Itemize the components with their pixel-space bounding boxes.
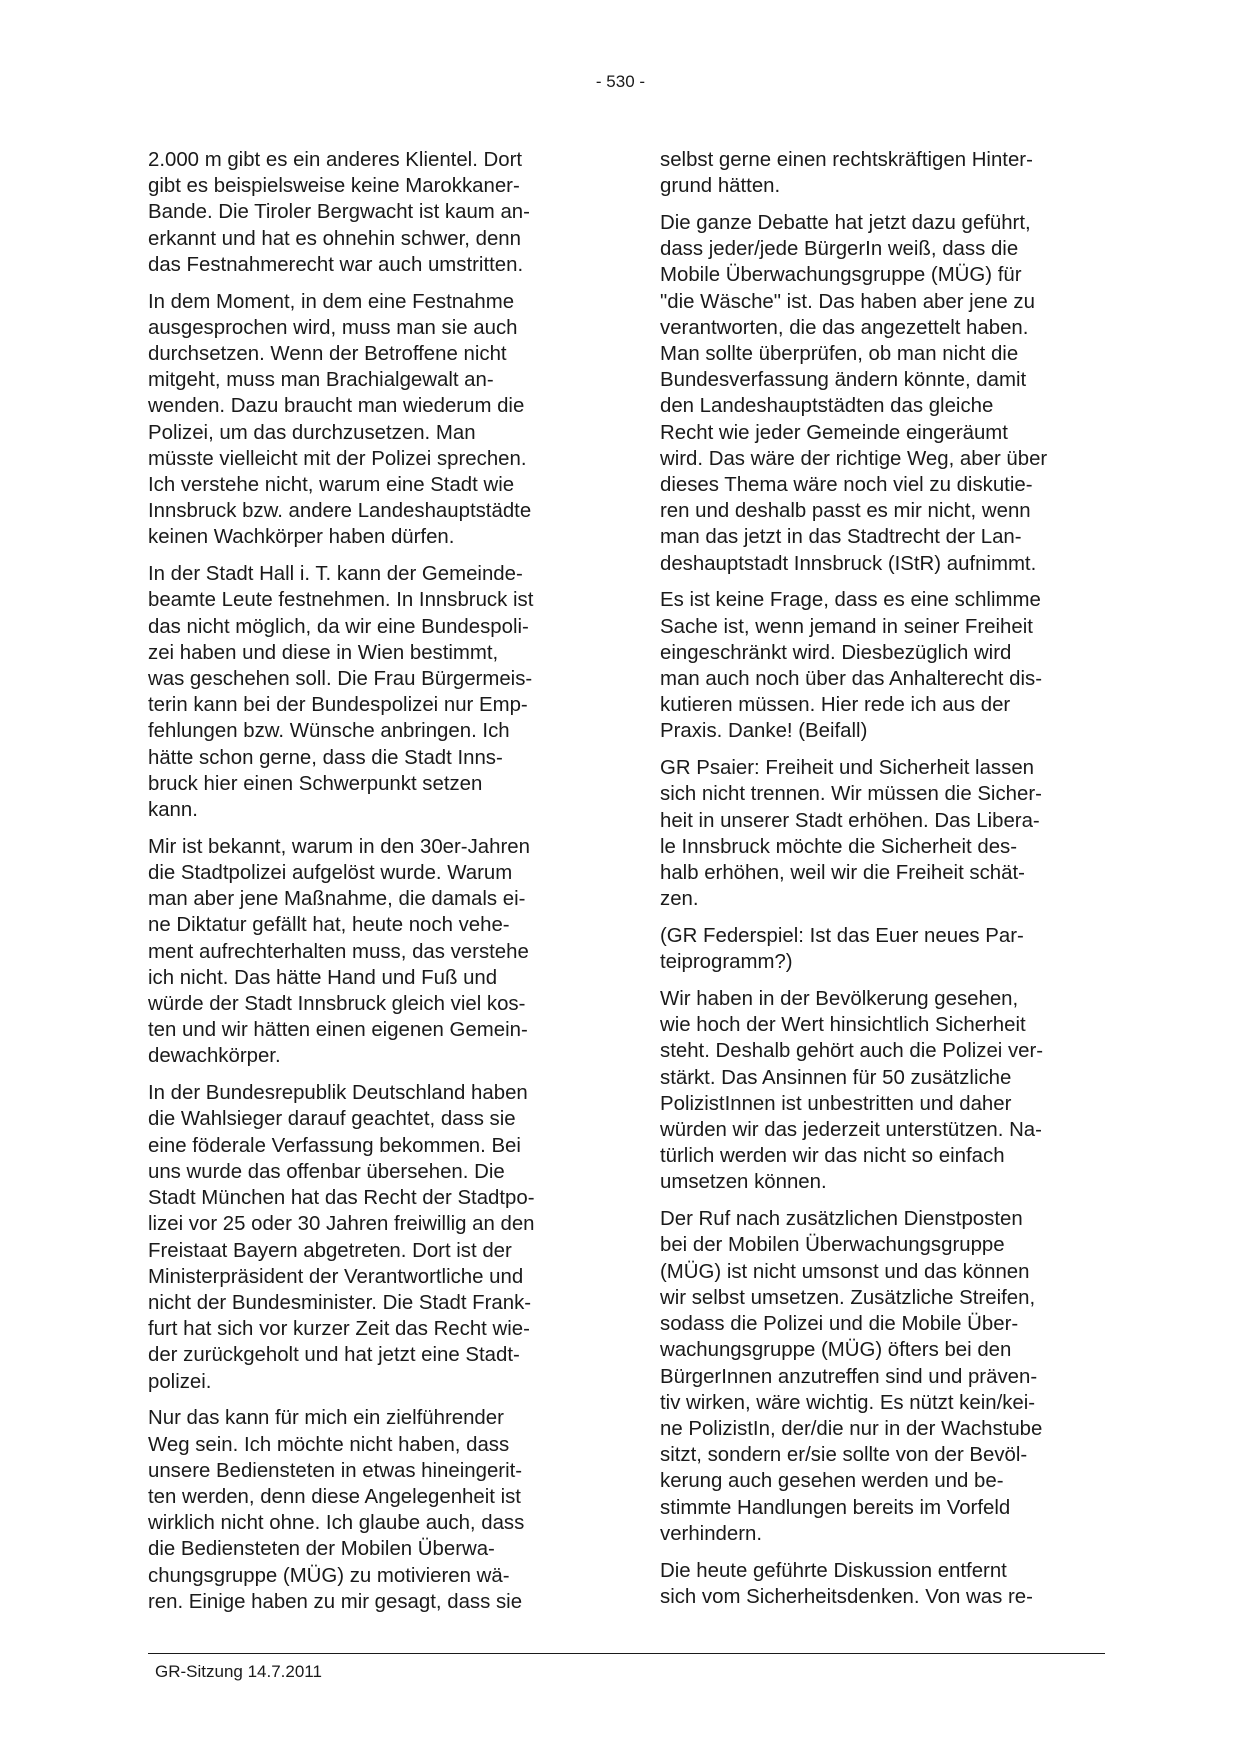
text-line: (GR Federspiel: Ist das Euer neues Par- (660, 925, 1024, 948)
text-line: BürgerInnen anzutreffen sind und präven- (660, 1365, 1038, 1388)
text-line: polizei. (148, 1370, 212, 1393)
text-line: unsere Bediensteten in etwas hineingerit- (148, 1459, 523, 1482)
text-line: man auch noch über das Anhalterecht dis- (660, 668, 1042, 691)
paragraph (148, 147, 608, 278)
text-line: teiprogramm?) (660, 951, 793, 974)
text-line: bruck hier einen Schwerpunkt setzen (148, 772, 483, 795)
text-line: (MÜG) ist nicht umsonst und das können (660, 1260, 1030, 1283)
text-line: In der Bundesrepublik Deutschland haben (148, 1082, 528, 1105)
text-line: Nur das kann für mich ein zielführender (148, 1407, 504, 1430)
text-line: würde der Stadt Innsbruck gleich viel kos- (148, 993, 526, 1016)
text-line: türlich werden wir das nicht so einfach (660, 1145, 1005, 1168)
text-line: uns wurde das offenbar übersehen. Die (148, 1160, 505, 1183)
text-line: sitzt, sondern er/sie sollte von der Bevöl- (660, 1444, 1028, 1467)
text-line: zei haben und diese in Wien bestimmt, (148, 641, 499, 664)
text-line: ren. Einige haben zu mir gesagt, dass sie (148, 1590, 523, 1613)
text-line: Mobile Überwachungsgruppe (MÜG) für (660, 264, 1022, 287)
text-line: wie hoch der Wert hinsichtlich Sicherheit (660, 1014, 1026, 1037)
text-line: deshauptstadt Innsbruck (IStR) aufnimmt. (660, 552, 1037, 575)
text-line: sich nicht trennen. Wir müssen die Sicher- (660, 783, 1042, 806)
text-line: furt hat sich vor kurzer Zeit das Recht wie- (148, 1318, 530, 1341)
text-line: Innsbruck bzw. andere Landeshauptstädte (148, 500, 532, 523)
text-line: kann. (148, 799, 198, 822)
right-text-column (660, 147, 1120, 1621)
text-line: wir selbst umsetzen. Zusätzliche Streifen, (660, 1286, 1036, 1309)
text-line: umsetzen können. (660, 1171, 827, 1194)
text-line: chungsgruppe (MÜG) zu motivieren wä- (148, 1564, 510, 1587)
paragraph (660, 1206, 1120, 1547)
text-line: nicht der Bundesminister. Die Stadt Frank- (148, 1291, 532, 1314)
text-line: man aber jene Maßnahme, die damals ei- (148, 888, 526, 911)
text-line: die Stadtpolizei aufgelöst wurde. Warum (148, 862, 513, 885)
paragraph (148, 561, 608, 823)
text-line: die Bediensteten der Mobilen Überwa- (148, 1538, 495, 1561)
text-line: GR Psaier: Freiheit und Sicherheit lassen (660, 757, 1035, 780)
text-line: Man sollte überprüfen, ob man nicht die (660, 343, 1019, 366)
text-line: das Festnahmerecht war auch umstritten. (148, 253, 524, 276)
text-line: kerung auch gesehen werden und be- (660, 1470, 1004, 1493)
text-line: steht. Deshalb gehört auch die Polizei ver- (660, 1040, 1044, 1063)
text-line: gibt es beispielsweise keine Marokkaner- (148, 175, 520, 198)
text-line: le Innsbruck möchte die Sicherheit des- (660, 835, 1018, 858)
text-line: heit in unserer Stadt erhöhen. Das Libera- (660, 809, 1040, 832)
paragraph (660, 210, 1120, 577)
text-line: ten und wir hätten einen eigenen Gemein- (148, 1019, 528, 1042)
footer-divider (148, 1653, 1105, 1654)
text-line: ment aufrechterhalten muss, das verstehe (148, 940, 529, 963)
text-line: In dem Moment, in dem eine Festnahme (148, 290, 515, 313)
text-line: würden wir das jederzeit unterstützen. Na- (660, 1119, 1042, 1142)
text-line: sich vom Sicherheitsdenken. Von was re- (660, 1585, 1033, 1608)
text-line: lizei vor 25 oder 30 Jahren freiwillig an den (148, 1213, 535, 1236)
text-line: halb erhöhen, weil wir die Freiheit schät- (660, 862, 1025, 885)
text-line: stärkt. Das Ansinnen für 50 zusätzliche (660, 1066, 1012, 1089)
text-line: terin kann bei der Bundespolizei nur Emp- (148, 694, 528, 717)
left-text-column (148, 147, 608, 1626)
paragraph (660, 587, 1120, 744)
footer-session-date: GR-Sitzung 14.7.2011 (155, 1662, 322, 1681)
paragraph (148, 289, 608, 551)
text-line: hätte schon gerne, dass die Stadt Inns- (148, 746, 503, 769)
text-line: dieses Thema wäre noch viel zu diskutie- (660, 474, 1033, 497)
text-line: Bundesverfassung ändern könnte, damit (660, 369, 1027, 392)
text-line: selbst gerne einen rechtskräftigen Hinter- (660, 149, 1033, 171)
text-line: PolizistInnen ist unbestritten und daher (660, 1092, 1012, 1115)
text-line: verhindern. (660, 1522, 763, 1545)
text-line: Stadt München hat das Recht der Stadtpo- (148, 1187, 535, 1210)
text-line: wachungsgruppe (MÜG) öfters bei den (660, 1339, 1012, 1362)
text-line: müsste vielleicht mit der Polizei sprechen. (148, 447, 527, 470)
text-line: kutieren müssen. Hier rede ich aus der (660, 694, 1011, 717)
text-line: Bande. Die Tiroler Bergwacht ist kaum an- (148, 201, 530, 224)
text-line: ren und deshalb passt es mir nicht, wenn (660, 500, 1031, 523)
text-line: Freistaat Bayern abgetreten. Dort ist der (148, 1239, 512, 1262)
paragraph (660, 986, 1120, 1196)
text-line: was geschehen soll. Die Frau Bürgermeis- (148, 668, 533, 691)
text-line: dass jeder/jede BürgerIn weiß, dass die (660, 238, 1019, 261)
paragraph (660, 1558, 1120, 1610)
text-line: das nicht möglich, da wir eine Bundespoli- (148, 615, 529, 638)
text-line: der zurückgeholt und hat jetzt eine Stadt- (148, 1344, 520, 1367)
text-line: Ich verstehe nicht, warum eine Stadt wie (148, 474, 515, 497)
text-line: erkannt und hat es ohnehin schwer, denn (148, 227, 521, 250)
paragraph (148, 1080, 608, 1394)
text-line: eine föderale Verfassung bekommen. Bei (148, 1134, 521, 1157)
text-line: tiv wirken, wäre wichtig. Es nützt kein/kei- (660, 1391, 1036, 1414)
paragraph (660, 147, 1120, 199)
text-line: fehlungen bzw. Wünsche anbringen. Ich (148, 720, 510, 743)
text-line: In der Stadt Hall i. T. kann der Gemeinde- (148, 563, 523, 586)
paragraph (148, 834, 608, 1070)
text-line: ne PolizistIn, der/die nur in der Wachstube (660, 1417, 1043, 1440)
text-line: wirklich nicht ohne. Ich glaube auch, dass (148, 1512, 525, 1535)
text-line: Weg sein. Ich möchte nicht haben, dass (148, 1433, 510, 1456)
text-line: grund hätten. (660, 175, 781, 198)
text-line: durchsetzen. Wenn der Betroffene nicht (148, 343, 507, 366)
page-number: - 530 - (595, 72, 646, 91)
text-line: Die heute geführte Diskussion entfernt (660, 1559, 1007, 1582)
text-line: dewachkörper. (148, 1045, 281, 1068)
text-line: den Landeshauptstädten das gleiche (660, 395, 994, 418)
paragraph (660, 923, 1120, 975)
paragraph (660, 755, 1120, 912)
text-line: Der Ruf nach zusätzlichen Dienstposten (660, 1208, 1023, 1231)
text-line: Sache ist, wenn jemand in seiner Freiheit (660, 615, 1033, 638)
text-line: Ministerpräsident der Verantwortliche und (148, 1265, 524, 1288)
text-line: Polizei, um das durchzusetzen. Man (148, 421, 476, 444)
text-line: ausgesprochen wird, muss man sie auch (148, 316, 518, 339)
text-line: Es ist keine Frage, dass es eine schlimme (660, 589, 1041, 612)
text-line: zen. (660, 888, 699, 911)
text-line: ich nicht. Das hätte Hand und Fuß und (148, 966, 498, 989)
text-line: ten werden, denn diese Angelegenheit ist (148, 1485, 521, 1508)
text-line: stimmte Handlungen bereits im Vorfeld (660, 1496, 1011, 1519)
text-line: Praxis. Danke! (Beifall) (660, 720, 868, 743)
text-line: Recht wie jeder Gemeinde eingeräumt (660, 421, 1008, 444)
text-line: wird. Das wäre der richtige Weg, aber über (660, 447, 1048, 470)
paragraph (148, 1405, 608, 1615)
text-line: keinen Wachkörper haben dürfen. (148, 526, 455, 549)
text-line: verantworten, die das angezettelt haben. (660, 316, 1029, 339)
text-line: Mir ist bekannt, warum in den 30er-Jahren (148, 835, 530, 858)
text-line: wenden. Dazu braucht man wiederum die (148, 395, 525, 418)
text-line: ne Diktatur gefällt hat, heute noch vehe- (148, 914, 510, 937)
text-line: man das jetzt in das Stadtrecht der Lan- (660, 526, 1022, 549)
text-line: 2.000 m gibt es ein anderes Klientel. Dort (148, 149, 523, 171)
text-line: sodass die Polizei und die Mobile Über- (660, 1313, 1019, 1336)
text-line: die Wahlsieger darauf geachtet, dass sie (148, 1108, 516, 1131)
text-line: "die Wäsche" ist. Das haben aber jene zu (660, 290, 1035, 313)
text-line: mitgeht, muss man Brachialgewalt an- (148, 369, 494, 392)
text-line: bei der Mobilen Überwachungsgruppe (660, 1234, 1005, 1257)
text-line: eingeschränkt wird. Diesbezüglich wird (660, 641, 1012, 664)
text-line: Wir haben in der Bevölkerung gesehen, (660, 988, 1019, 1011)
text-line: Die ganze Debatte hat jetzt dazu geführt, (660, 212, 1031, 234)
text-line: beamte Leute festnehmen. In Innsbruck ist (148, 589, 534, 612)
